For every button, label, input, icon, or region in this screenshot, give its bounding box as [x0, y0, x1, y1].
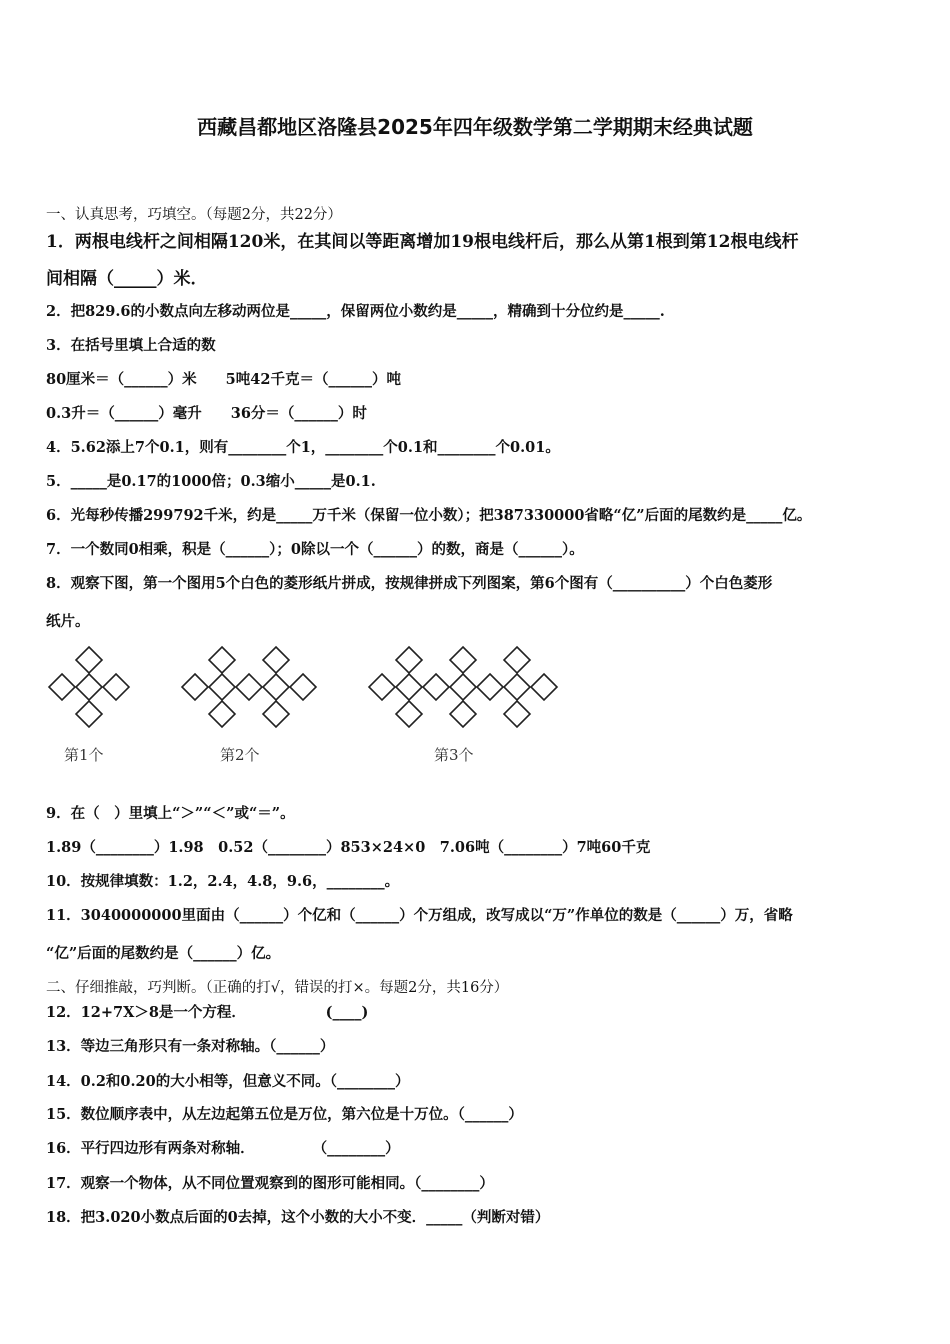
- figure-2-caption: 第2个: [220, 746, 260, 764]
- rhombus-piece: [369, 674, 395, 700]
- rhombus-piece: [477, 674, 503, 700]
- question-17: 17．观察一个物体，从不同位置观察到的图形可能相同。（________）: [46, 1175, 494, 1192]
- question-1-line-2: 间相隔（_____）米．: [46, 269, 208, 289]
- rhombus-piece: [263, 674, 289, 700]
- question-4: 4．5.62添上7个0.1，则有________个1，________个0.1和________个0.01。: [46, 439, 560, 456]
- rhombus-piece: [76, 647, 102, 673]
- question-13: 13．等边三角形只有一条对称轴。（______）: [46, 1038, 335, 1055]
- question-15: 15．数位顺序表中，从左边起第五位是万位，第六位是十万位。（______）: [46, 1106, 523, 1123]
- rhombus-piece: [263, 701, 289, 727]
- rhombus-piece: [450, 674, 476, 700]
- question-11-line-2: “亿”后面的尾数约是（______）亿。: [46, 945, 281, 962]
- rhombus-piece: [504, 674, 530, 700]
- question-2: 2．把829.6的小数点向左移动两位是_____，保留两位小数约是_____，精确到十分位约是_____.: [46, 303, 665, 320]
- rhombus-piece: [396, 647, 422, 673]
- rhombus-pattern-figure: [46, 642, 586, 772]
- rhombus-piece: [76, 701, 102, 727]
- question-12: 12．12+7X＞8是一个方程． (____): [46, 1004, 369, 1021]
- rhombus-piece: [396, 701, 422, 727]
- question-18: 18．把3.020小数点后面的0去掉，这个小数的大小不变．_____（判断对错）: [46, 1209, 550, 1226]
- question-11-line-1: 11．3040000000里面由（______）个亿和（______）个万组成，改写成以“万”作单位的数是（______）万，省略: [46, 907, 793, 924]
- rhombus-piece: [182, 674, 208, 700]
- rhombus-piece: [290, 674, 316, 700]
- rhombus-piece: [396, 674, 422, 700]
- rhombus-piece: [263, 647, 289, 673]
- question-3-row-1: 80厘米＝（______）米 5吨42千克＝（______）吨: [46, 371, 401, 388]
- rhombus-piece: [236, 674, 262, 700]
- rhombus-piece: [423, 674, 449, 700]
- question-9-row: 1.89（________）1.98 0.52（________）853×24×0 7.06吨（________）7吨60千克: [46, 839, 651, 856]
- rhombus-piece: [450, 701, 476, 727]
- section-heading-1: 一、认真思考，巧填空。（每题2分，共22分）: [46, 207, 342, 223]
- question-6: 6．光每秒传播299792千米，约是_____万千米（保留一位小数）；把387330000省略“亿”后面的尾数约是_____亿。: [46, 507, 812, 524]
- rhombus-pattern-diagram: [46, 642, 586, 742]
- question-3-row-2: 0.3升＝（______）毫升 36分＝（______）时: [46, 405, 367, 422]
- question-14: 14．0.2和0.20的大小相等，但意义不同。（________）: [46, 1073, 410, 1090]
- question-5: 5．_____是0.17的1000倍；0.3缩小_____是0.1.: [46, 473, 376, 490]
- rhombus-piece: [450, 647, 476, 673]
- rhombus-piece: [504, 647, 530, 673]
- question-16: 16．平行四边形有两条对称轴． （________）: [46, 1140, 400, 1157]
- rhombus-piece: [49, 674, 75, 700]
- question-9: 9．在（ ）里填上“＞”“＜”或“＝”。: [46, 805, 295, 822]
- rhombus-piece: [209, 674, 235, 700]
- question-7: 7．一个数同0相乘，积是（______）；0除以一个（______）的数，商是（______）。: [46, 541, 584, 558]
- rhombus-piece: [531, 674, 557, 700]
- rhombus-piece: [504, 701, 530, 727]
- rhombus-piece: [209, 701, 235, 727]
- figure-3-caption: 第3个: [434, 746, 474, 764]
- page-title: 西藏昌都地区洛隆县2025年四年级数学第二学期期末经典试题: [197, 115, 753, 139]
- rhombus-piece: [103, 674, 129, 700]
- question-8-line-2: 纸片。: [46, 613, 90, 630]
- question-3: 3．在括号里填上合适的数: [46, 337, 216, 354]
- figure-1-caption: 第1个: [64, 746, 104, 764]
- question-1-line-1: 1．两根电线杆之间相隔120米，在其间以等距离增加19根电线杆后，那么从第1根到第12根电线杆: [46, 232, 799, 252]
- rhombus-piece: [209, 647, 235, 673]
- section-heading-2: 二、仔细推敲，巧判断。（正确的打√，错误的打×。每题2分，共16分）: [46, 980, 509, 996]
- rhombus-piece: [76, 674, 102, 700]
- question-10: 10．按规律填数：1.2，2.4，4.8，9.6，________。: [46, 873, 400, 890]
- question-8-line-1: 8．观察下图，第一个图用5个白色的菱形纸片拼成，按规律拼成下列图案，第6个图有（__________）个白色菱形: [46, 575, 773, 592]
